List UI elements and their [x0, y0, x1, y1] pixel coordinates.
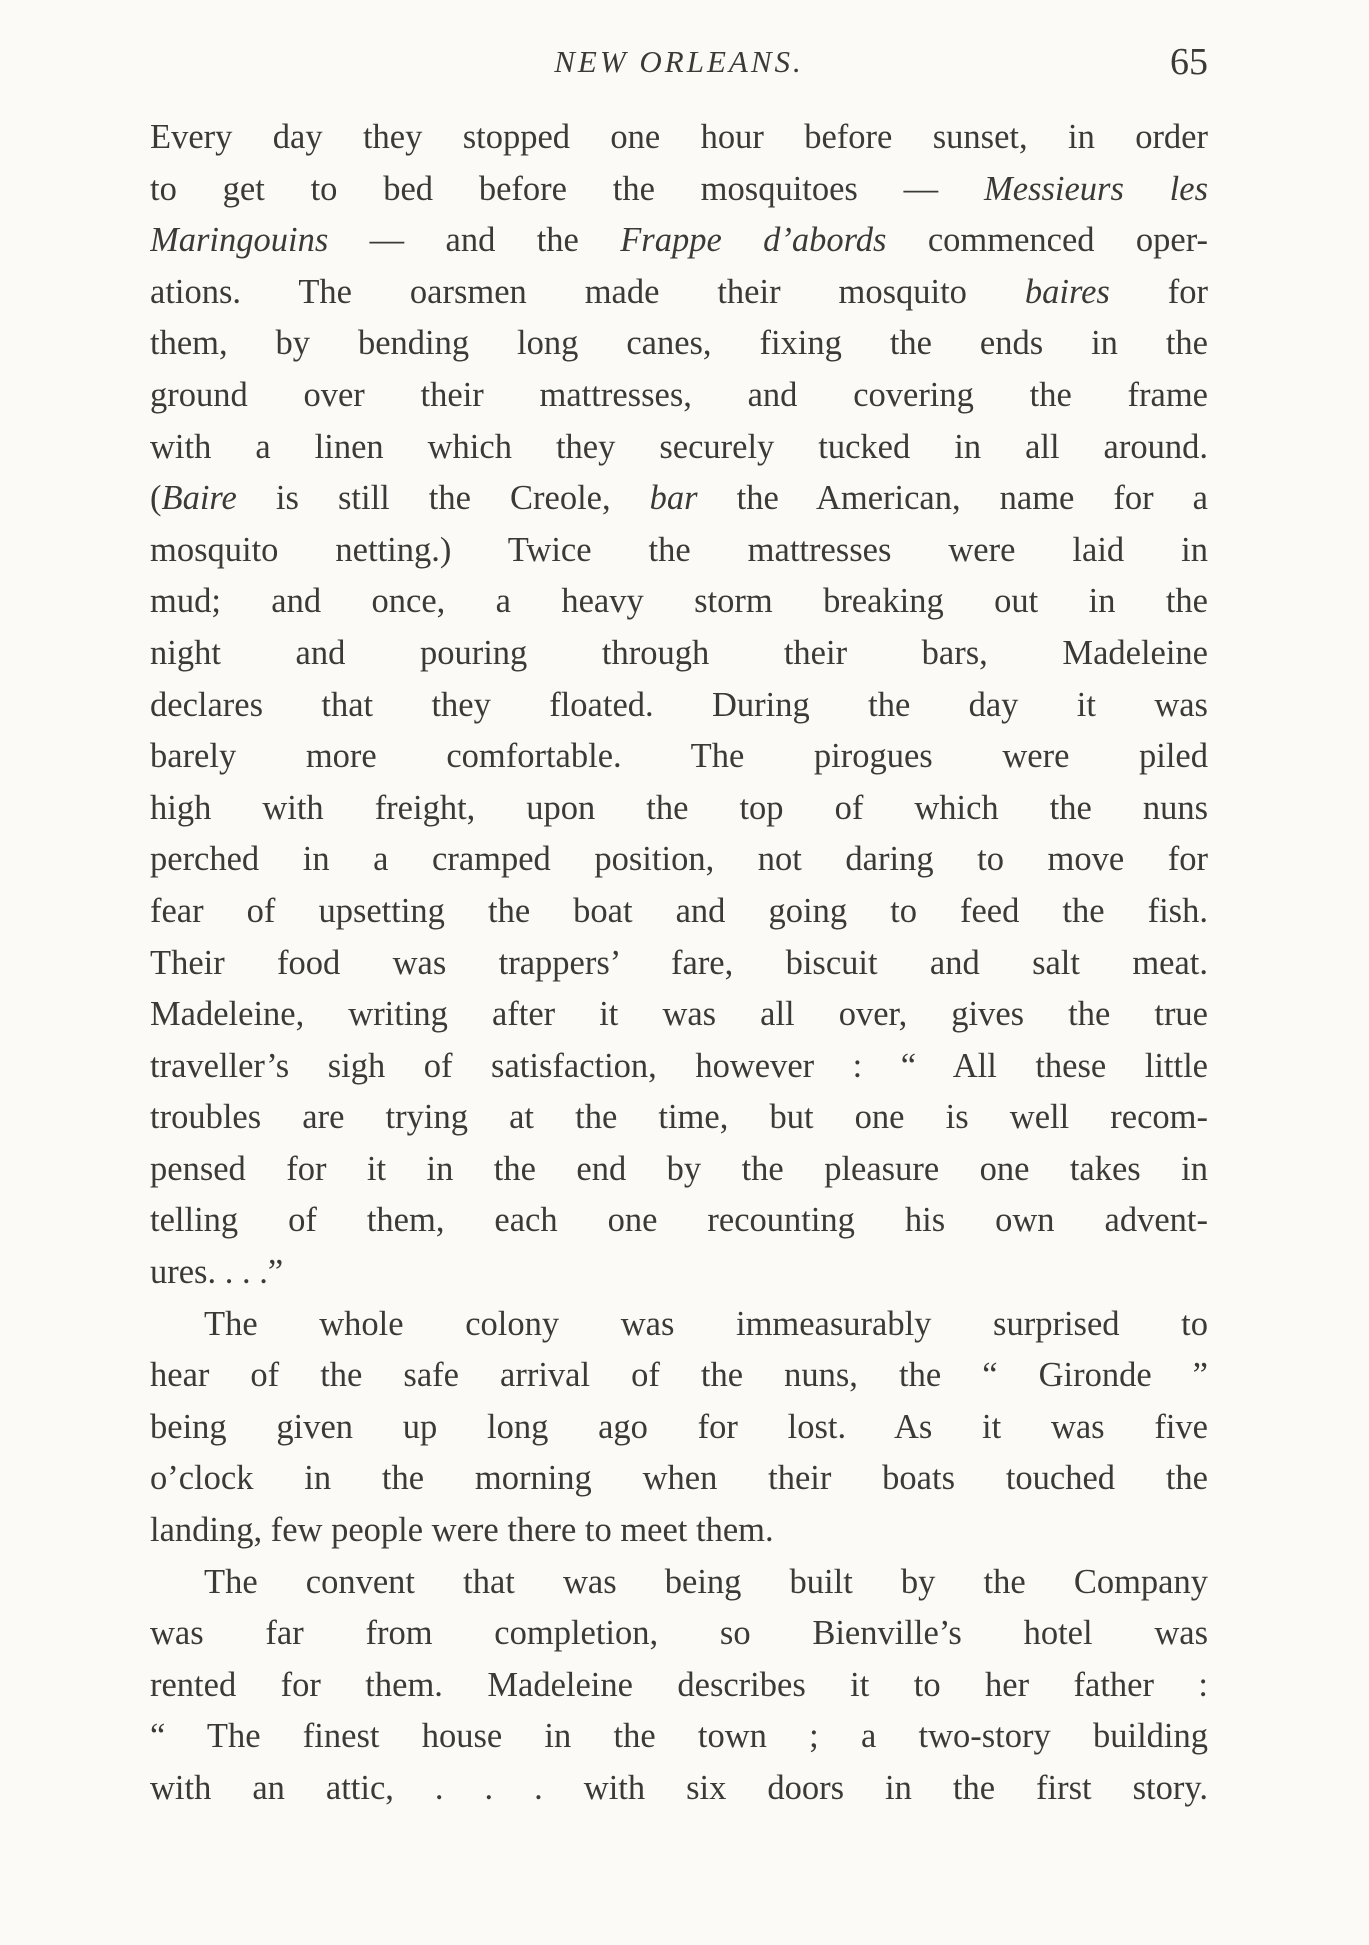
text-segment: with a linen which they securely tucked in all around. [150, 427, 1208, 466]
text-segment: The convent that was being built by the Company [204, 1562, 1208, 1601]
text-line [150, 783, 1208, 835]
text-line [150, 164, 1208, 216]
text-line [150, 1608, 1208, 1660]
text-segment: Madeleine, writing after it was all over, gives the true [150, 995, 1208, 1034]
text-segment: hear of the safe arrival of the nuns, the “ Gironde ” [150, 1356, 1208, 1395]
text-line [150, 1402, 1208, 1454]
text-line [150, 112, 1208, 164]
text-segment: troubles are trying at the time, but one is well recom- [150, 1098, 1208, 1137]
text-segment: perched in a cramped position, not daring to move for [150, 840, 1208, 879]
text-segment: barely more comfortable. The pirogues were piled [150, 737, 1208, 776]
text-segment: high with freight, upon the top of which the nuns [150, 788, 1208, 827]
italic-segment: Maringouins [150, 221, 329, 260]
text-segment: the American, name for a [697, 479, 1208, 518]
text-line [150, 1092, 1208, 1144]
italic-segment: Baire [161, 479, 237, 518]
text-line [150, 215, 1208, 267]
italic-segment: Frappe d’abords [620, 221, 887, 260]
text-line [150, 886, 1208, 938]
text-line [150, 1350, 1208, 1402]
italic-segment: bar [649, 479, 698, 518]
text-line [150, 1711, 1208, 1763]
text-segment: was far from completion, so Bienville’s hotel was [150, 1614, 1208, 1653]
italic-segment: Messieurs les [983, 169, 1208, 208]
running-head [150, 38, 1208, 86]
text-line [150, 680, 1208, 732]
text-line [150, 1453, 1208, 1505]
text-segment: them, by bending long canes, fixing the ends in the [150, 324, 1208, 363]
text-segment: pensed for it in the end by the pleasure one takes in [150, 1149, 1208, 1188]
text-segment: is still the Creole, [236, 479, 650, 518]
text-segment: “ The finest house in the town ; a two-story building [150, 1717, 1208, 1756]
running-title: NEW ORLEANS. [554, 44, 804, 79]
text-segment: commenced oper- [886, 221, 1208, 260]
text-segment: — and the [328, 221, 621, 260]
text-segment: o’clock in the morning when their boats touched the [150, 1459, 1208, 1498]
text-line [150, 1505, 1208, 1557]
text-segment: with an attic, . . . with six doors in the first story. [150, 1769, 1208, 1807]
text-line [150, 989, 1208, 1041]
text-segment: to get to bed before the mosquitoes — [150, 169, 984, 208]
text-line [150, 1195, 1208, 1247]
text-segment: mosquito netting.) Twice the mattresses were laid in [150, 530, 1208, 569]
text-segment: fear of upsetting the boat and going to feed the fish. [150, 891, 1208, 930]
text-line [150, 370, 1208, 422]
text-line [150, 731, 1208, 783]
text-line [150, 938, 1208, 990]
text-line [150, 834, 1208, 886]
text-line [150, 1041, 1208, 1093]
text-line [150, 525, 1208, 577]
text-line [150, 1299, 1208, 1351]
text-segment: traveller’s sigh of satisfaction, however : “ All these little [150, 1046, 1208, 1085]
text-line [150, 318, 1208, 370]
text-segment: The whole colony was immeasurably surprised to [204, 1304, 1208, 1343]
text-line [150, 576, 1208, 628]
text-segment: night and pouring through their bars, Madeleine [150, 633, 1208, 672]
text-segment: being given up long ago for lost. As it was five [150, 1407, 1208, 1446]
text-line [150, 628, 1208, 680]
text-segment: ures. . . .” [150, 1253, 284, 1292]
text-segment: telling of them, each one recounting his own advent- [150, 1201, 1208, 1240]
text-line [150, 1144, 1208, 1196]
text-line [150, 1763, 1208, 1815]
text-line [150, 1247, 1208, 1299]
body-text [150, 112, 1208, 1815]
text-segment: for [1109, 272, 1208, 311]
text-line [150, 473, 1208, 525]
text-line [150, 422, 1208, 474]
text-segment: Their food was trappers’ fare, biscuit and salt meat. [150, 943, 1208, 982]
text-segment: landing, few people were there to meet them. [150, 1511, 774, 1550]
text-segment: Every day they stopped one hour before sunset, in order [150, 118, 1208, 156]
text-segment: rented for them. Madeleine describes it to her father : [150, 1665, 1208, 1704]
text-segment: ground over their mattresses, and covering the frame [150, 375, 1208, 414]
text-line [150, 1660, 1208, 1712]
text-line [150, 267, 1208, 319]
text-segment: declares that they floated. During the day it was [150, 685, 1208, 724]
text-segment: ( [150, 479, 162, 518]
italic-segment: baires [1024, 272, 1110, 311]
page-number: 65 [1170, 41, 1208, 83]
text-line [150, 1557, 1208, 1609]
text-segment: mud; and once, a heavy storm breaking out in the [150, 582, 1208, 621]
text-segment: ations. The oarsmen made their mosquito [150, 272, 1025, 311]
